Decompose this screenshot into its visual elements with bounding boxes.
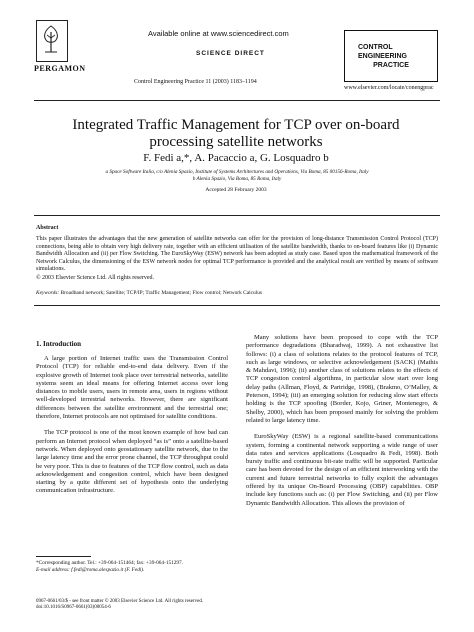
journal-name-line2: PRACTICE bbox=[373, 62, 409, 69]
corresponding-author-note: *Corresponding author. Tel.: +39-064-151464; fax: +39-064-151297. bbox=[36, 560, 184, 566]
accepted-date: Accepted 28 February 2003 bbox=[205, 187, 267, 193]
header-rule bbox=[34, 100, 440, 101]
section-heading-introduction: 1. Introduction bbox=[36, 340, 81, 348]
email-address[interactable]: E-mail address: f.fedi@roma.alespazio.it (F. Fedi). bbox=[36, 566, 145, 573]
abstract-body bbox=[36, 236, 438, 283]
keywords-line bbox=[36, 290, 438, 296]
page-footer bbox=[36, 599, 336, 612]
journal-reference: Control Engineering Practice 11 (2003) 1183–1194 bbox=[134, 79, 257, 85]
abstract-top-rule bbox=[34, 215, 440, 216]
journal-name bbox=[358, 43, 424, 70]
left-column bbox=[36, 355, 228, 504]
publisher-name: PERGAMON bbox=[34, 64, 86, 73]
author-list: F. Fedi a,*, A. Pacaccio a, G. Losquadro b bbox=[143, 152, 329, 164]
intro-paragraph-3: Many solutions have been proposed to cope with the TCP performance degradations (Bharadwaj, 1999). A not exhaustive list follows: (i) a class of solutions relates to the protocol features of TCP, such as large windows, or selective acknowledgement (SACK) (Mathis & Mahdavi, 1996); (ii) another class of solutions relates to the effects of TCP congestion control algorithms, in particular slow start over long delay paths (Allman, Floyd, & Partridge, 1998), (Brakmo, O’Malley, & Peterson, 1994); (iii) an emerging solution for reducing slow start effects holding is the TCP spoofing (Border, Kojo, Griner, Montenegro, & Shelby, 2000), which has been proposed mainly for solving the problem related to large latency time. bbox=[246, 334, 438, 424]
intro-paragraph-1: A large portion of Internet traffic uses the Transmission Control Protocol (TCP) for reliable end-to-end data delivery. Even if the explosive growth of Internet took place over terrestrial networks, satellite systems seem an ideal means for offering Internet access over long distances to mobile users, users in remote area, users in regions without well-developed terrestrial networks. However, there are significant differences between the satellite environment and the terrestrial one; therefore, Internet protocols are not optimised for satellite conditions. bbox=[36, 355, 228, 421]
tree-logo-icon bbox=[41, 24, 61, 54]
affiliation-a: a Space Software Italia, c/o Alenia Spazio, Institute of Systems Architectures and Operations, Via Boma, 85 00156-Roma, Italy bbox=[105, 169, 369, 175]
journal-name-line1: CONTROL ENGINEERING bbox=[358, 44, 408, 60]
available-online-link[interactable]: Available online at www.sciencedirect.com bbox=[148, 29, 289, 38]
keywords-list: Broadband network; Satellite; TCP/IP; Traffic Management; Flow control; Network Calculus bbox=[60, 290, 263, 296]
front-matter-line: 0967-0661/03/$ - see front matter © 2003 Elsevier Science Ltd. All rights reserved. bbox=[36, 599, 204, 604]
keywords-label: Keywords: bbox=[36, 290, 60, 296]
right-column bbox=[246, 334, 438, 516]
affiliations bbox=[40, 169, 434, 183]
paper-title: Integrated Traffic Management for TCP over on-board processing satellite networks bbox=[72, 117, 400, 150]
intro-paragraph-2: The TCP protocol is one of the most known example of how bad can perform an Internet protocol when deployed “as is” onto a satellite-based network. When deployed onto geostationary satellite network, due to the large latency time and the error prone channel, the TCP throughput could be very poor. This is due to features of the TCP flow control, such as data acknowledgement and congestion control, which have been designed starting by a quite different set of hypothesis onto the underlying communication infrastructure. bbox=[36, 429, 228, 495]
sciencedirect-logo: SCIENCE DIRECT bbox=[196, 50, 265, 57]
copyright-line: © 2003 Elsevier Science Ltd. All rights reserved. bbox=[36, 274, 155, 281]
abstract-bottom-rule bbox=[34, 305, 440, 306]
abstract-heading: Abstract bbox=[36, 225, 59, 231]
doi-line[interactable]: doi:10.1016/S0967-0661(03)00054-6 bbox=[36, 605, 111, 611]
affiliation-b: b Alenia Spazio, Via Boma, 85 Roma, Italy bbox=[192, 176, 282, 182]
journal-url-link[interactable]: www.elsevier.com/locate/conengprac bbox=[344, 85, 434, 91]
footnote bbox=[36, 560, 228, 573]
intro-paragraph-4: EuroSkyWay (ESW) is a regional satellite-based communications system, forming a continental network supporting a wide range of user data rates and services applications (Losquadro & Fedi, 1998). Both bursty traffic and continuous bit-rate traffic will be supported. Particular care has been devoted for the design of an efficient interworking with the current and future terrestrial networks to fully exploit the advantages offered by its unique On-Board Processing (OBP) capabilities. OBP include key functions such as: (i) per Flow Switching, and (ii) per Flow Dynamic Bandwidth Allocation. This allows the provision of bbox=[246, 433, 438, 507]
abstract-text: This paper illustrates the advantages that the new generation of satellite networks can offer for the provision of long-distance Transmission Control Protocol (TCP) connections, being able to obtain very high delivery rate, together with an efficient utilisation of the satellite bandwidth, thanks to on-board features like (i) Dynamic Bandwidth Allocation and (ii) per Flow Switching. The EuroSkyWay (ESW) network has been adopted as study case. Based upon the mathematical framework of the Network Calculus, the dimensioning of the ESW network nodes for optimal TCP performance is provided and the analytical result are verified by means of software simulations. bbox=[36, 236, 438, 273]
footnote-rule bbox=[36, 556, 91, 557]
